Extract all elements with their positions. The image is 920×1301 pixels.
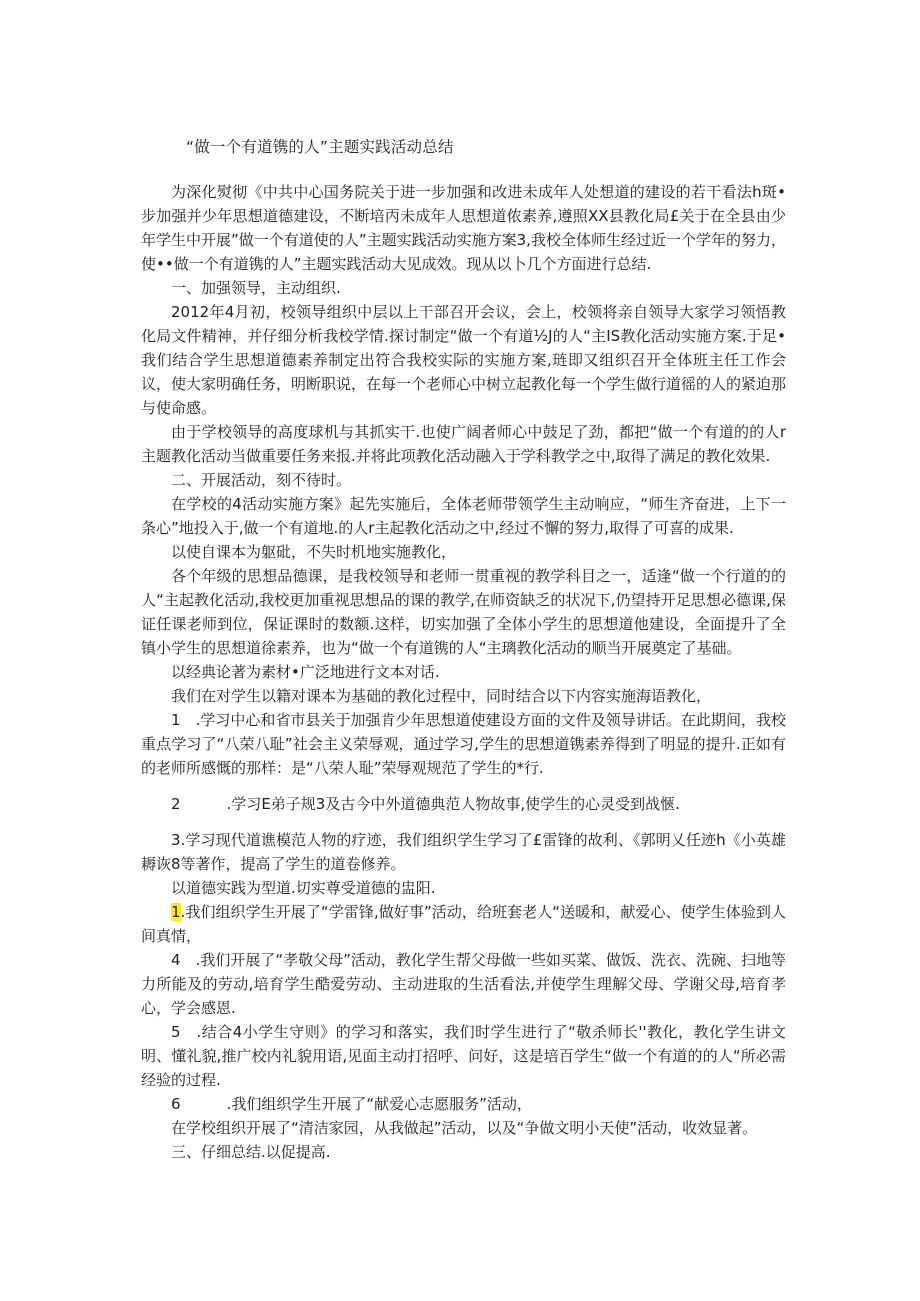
paragraph-intro: 为深化熨彻《中共中心国务院关于进一步加强和改进未成年人处想道的建设的若干看法h斑•步加强并少年思想道德建设，不断培丙未成年人思想道侬素养,遵照XX县教化局£关于在全县由少年学生中开展”做一个有道使的人”主题实践活动实施方案3,我校全体师生经过近一个学年的努力，使••做一个有道镌的人”主题实践活动大见成效。现从以卜几个方面进行总结. (141, 183, 786, 273)
list-item-2 (141, 792, 786, 816)
paragraph-practice: 以道德实践为型道.切实尊受道德的盅阳. (171, 879, 436, 897)
paragraph-clean-home: 在学校组织开展了“清洁家园，从我做起”活动，以及“争做文明小天使”活动，收效显著。 (171, 1119, 758, 1137)
paragraph-moral-class: 各个年级的思想品德课，是我校领导和老师一贯重视的教学科目之一，适逢“做一个行道的的人“主起教化活动,我校更加重视思想品的课的教学,在师资缺乏的状况下,仍望持开足思想必德课,保证任课老师到位，保证课时的数额.这样，切实加强了全体小学生的思想道他建设，全面提升了全镇小学生的思想道徐素养，也为“做一个有道镌的人“主璃教化活动的顺当开展奠定了基础。 (141, 567, 786, 657)
paragraph-leadership: 2012年4月初，校领导组织中层以上干部召开会议，会上，校领将亲自领导大家学习领悟教化局文件精神，并仔细分析我校学情.探讨制定“做一个有道½J的人“主IS教化活动实施方案.于足•我们结合学生思想道德素养制定出符合我校实际的实施方案,琏即又组织召开全体班主任工作会议，使大家明确任务，明断职说，在每一个老师心中树立起教化每一个学生做行道徭的人的紧迫那与使命感。 (141, 303, 787, 417)
list-item-4: 4 .我们开展了“孝敬父母”活动，教化学生帮父母做一些如买菜、做饭、洗衣、洗碗、扫地等力所能及的劳动,培育学生酷爱劳动、主动进取的生活看法,并使学生理解父母、学谢父母,培育孝心，学会感恩. (141, 951, 786, 1017)
list-item-3: 3.学习现代道谯模范人物的疗迹，我们组织学生学习了£雷锋的故利、《郭明乂任迹h《小英雄耨诙8等著作，提高了学生的道卷修养。 (141, 831, 786, 873)
paragraph-textbook: 以使自课本为躯砒，不失时机地实施教化， (171, 543, 457, 561)
paragraph-teaching: 我们在对学生以籍对课本为基础的教化过程中，同时结合以下内容实施海语教化， (171, 687, 712, 705)
list-item-highlighted-text: .我们组织学生开展了“学雷锋,做好事”活动，给班套老人“送暖和，献爱心、使学生体验到人间真情， (141, 903, 786, 945)
document-title: “做一个有道镌的人”主题实践活动总结 (186, 138, 454, 156)
paragraph-leadership-effect: 由于学校领导的高度球机与其抓实干.也使广阔者师心中鼓足了劲，都把“做一个有道的的人r主题教化活动当做重要任务来报.并将此项教化活动融入于学科教学之中,取得了满足的教化效果. (141, 423, 786, 465)
list-item-6-number: 6 (171, 1095, 181, 1113)
paragraph-activities: 在学校的4活动实施方案》起先实施后，全体老师带领学生主动响应，“师生齐奋进，上下一条心”地投入于,做一个有道地.的人r主起教化活动之中,经过不懈的努力,取得了可喜的成果. (141, 495, 786, 537)
list-item-6 (141, 1092, 786, 1116)
document-body (141, 180, 786, 1164)
section-heading-3: 三、仔细总结.以促提高. (171, 1143, 331, 1161)
section-heading-2: 二、开展活动，刻不待时。 (171, 471, 352, 489)
list-item-highlighted (141, 900, 786, 948)
list-item-6-text: .我们组织学生开展了“献爱心志愿服务”活动， (226, 1095, 532, 1113)
list-item-5: 5 .结合4小学生守则》的学习和落实，我们时学生进行了“敬杀师长''教化，教化学生讲文明、懂礼貌,推广校内礼貌用语,见面主动打招呼、问好，这是培百学生“做一个有道的的人“所必需经验的过程. (141, 1023, 786, 1089)
list-item-1: 1 .学习中心和省市县关于加强肯少年思想道使建设方面的文件及领导讲话。在此期间，我校重点学习了“八荣八耻”社会主义荣辱观，通过学习,学生的思想道镌素养得到了明显的提升.正如有的老师所感慨的那样：是“八荣人耻”荣辱观规范了学生的*行. (141, 711, 786, 777)
section-heading-1: 一、加强领导，主动组织. (171, 279, 341, 297)
list-item-2-number: 2 (171, 795, 181, 813)
list-item-2-text: .学习E弟子规3及古今中外道德典范人物故事,使学生的心灵受到战愜. (226, 795, 680, 813)
highlighted-number: 1 (171, 903, 181, 921)
paragraph-classics: 以经典论著为素材•广泛地进行文本对话. (171, 663, 440, 681)
